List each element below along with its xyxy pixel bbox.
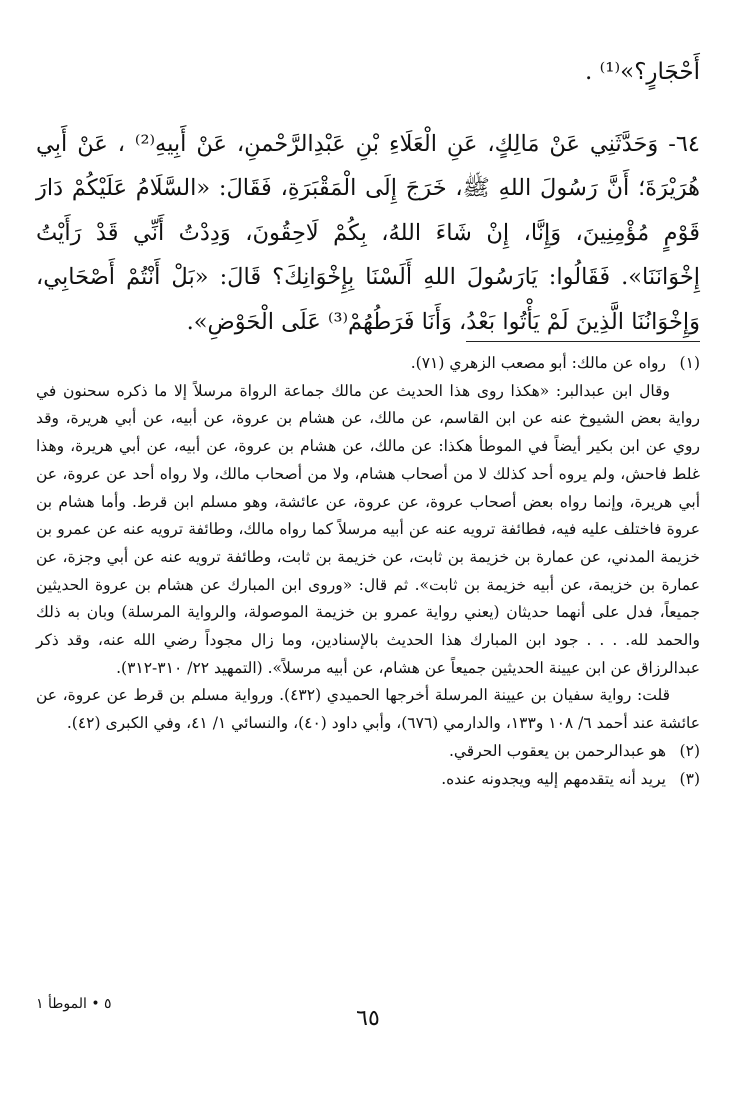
footnote-number: (١): [679, 354, 700, 372]
footnote-text: يريد أنه يتقدمهم إليه ويجدونه عنده.: [441, 769, 666, 788]
hadith-text: وَحَدَّثَنِي عَنْ مَالِكٍ، عَنِ الْعَلَاءِ بْنِ عَبْدِالرَّحْمنِ، عَنْ أَبِيهِ⁽²⁾ ، عَنْ أَبِي هُرَيْرَةَ؛ أَنَّ رَسُولَ اللهِ ﷺ، خَرَجَ إِلَى الْمَقْبَرَةِ، فَقَالَ: «السَّلَامُ عَلَيْكُمْ دَارَ قَوْمٍ مُؤْمِنِينَ، وَإِنَّا، إِنْ شَاءَ اللهُ، بِكُمْ لَاحِقُونَ، وَدِدْتُ أَنِّي قَدْ رَأَيْتُ إِخْوَانَنَا». فَقَالُوا: يَارَسُولَ اللهِ أَلَسْنَا بِإِخْوَانِكَ؟ قَالَ: «بَلْ أَنْتُمْ أَصْحَابِي، وَإِخْوَانُنَا الَّذِينَ لَمْ يَأْتُوا بَعْدُ، وَأَنَا فَرَطُهُمْ⁽³⁾ عَلَى الْحَوْضِ».: [36, 131, 700, 335]
printer-signature: ٥ • الموطأ ١: [36, 996, 112, 1012]
footnote-text: رواه عن مالك: أبو مصعب الزهري (٧١).: [410, 354, 666, 372]
hadith-number: ٦٤-: [668, 131, 700, 157]
footnote-text: هو عبدالرحمن بن يعقوب الحرقي.: [448, 741, 666, 760]
previous-text-line: أَحْجَارٍ؟»⁽¹⁾ .: [584, 59, 700, 85]
hadith-block: [36, 122, 700, 344]
footnotes: [36, 350, 700, 793]
page-number: ٦٥: [356, 1006, 380, 1031]
hadith-paragraph: [36, 122, 700, 344]
footnote-paragraph: وقال ابن عبدالبر: «هكذا روى هذا الحديث عن مالك جماعة الرواة مرسلاً إلا ما ذكره سحنون في رواية بعض الشيوخ عنه عن ابن القاسم، عن مالك، عن هشام بن عروة، عن أبيه، عن أبي هريرة، وقد روي عن ابن بكير أيضاً في الموطأ هكذا: عن مالك، عن هشام بن عروة، عن أبيه، عن أبي هريرة، وهذا غلط فاحش، ولم يروه أحد كذلك لا من أصحاب هشام، ولا من أصحاب مالك، ولا رواه أحد عن عروة، عن أبي هريرة، وإنما رواه بعض أصحاب عروة، عن عروة، عن عائشة، وهو مسلم ابن قرط. وأما هشام بن عروة فاختلف عليه فيه، فطائفة ترويه عنه عن أبيه مرسلاً كما رواه مالك، وطائفة ترويه عنه عن عمرو بن خزيمة المدني، عن عمارة بن خزيمة بن ثابت، عن خزيمة بن ثابت، وطائفة ترويه عنه عن أبي وجزة، عن عمارة بن خزيمة، عن أبيه خزيمة بن ثابت». ثم قال: «وروى ابن المبارك عن هشام بن عروة الحديثين جميعاً، فدل على أنهما حديثان (يعني رواية عمرو بن خزيمة الموصولة، والرواية المرسلة) وبان به ذلك والحمد لله. . . . جود ابن المبارك هذا الحديث بالإسنادين، وما زال مجوداً رضي الله عنه، وقد ذكر عبدالرزاق عن ابن عيينة الحديثين جميعاً عن هشام، عن أبيه مرسلاً». (التمهيد ٢٢/ ٣١٠-٣١٢).: [36, 381, 700, 677]
footnote-1: [36, 350, 700, 378]
footnote-3: [36, 766, 700, 794]
footnote-number: (٢): [679, 741, 700, 760]
footnote-paragraph: قلت: رواية سفيان بن عيينة المرسلة أخرجها الحميدي (٤٣٢). ورواية مسلم بن قرط عن عروة، عن عائشة عند أحمد ٦/ ١٠٨ و١٣٣، والدارمي (٦٧٦)، وأبي داود (٤٠)، والنسائي ١/ ٤١، وفي الكبرى (٤٢).: [36, 686, 700, 733]
footnote-separator: [466, 341, 700, 342]
footnote-number: (٣): [679, 769, 700, 788]
footnote-2: [36, 738, 700, 766]
